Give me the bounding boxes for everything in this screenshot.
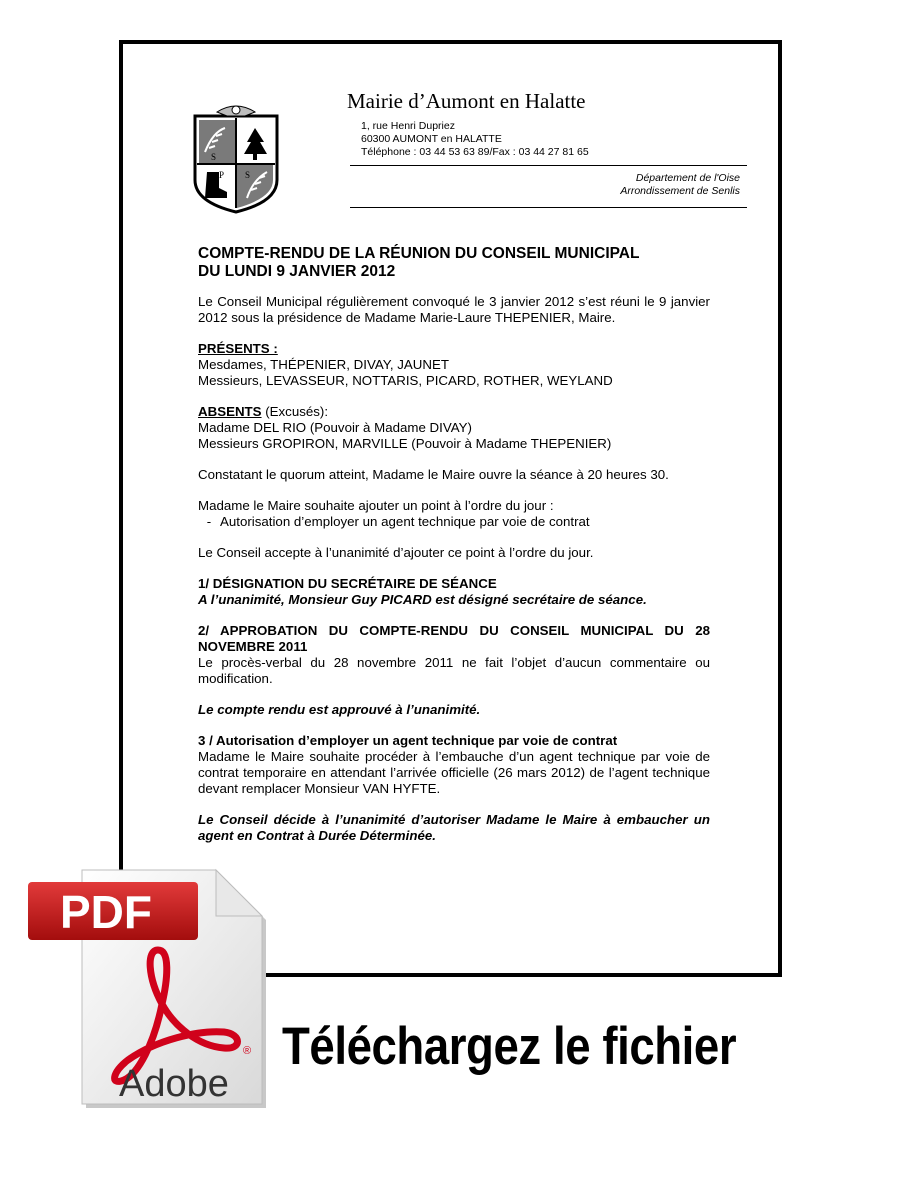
presents-label: PRÉSENTS : xyxy=(198,341,278,356)
addition-text: Madame le Maire souhaite ajouter un point à l’ordre du jour : xyxy=(198,498,554,513)
document-body xyxy=(198,245,710,844)
pdf-download-icon[interactable] xyxy=(28,868,268,1113)
pdf-badge-label: PDF xyxy=(60,886,152,938)
addition-block xyxy=(198,498,710,530)
divider xyxy=(350,207,747,208)
dash-bullet: - xyxy=(206,514,212,529)
download-link[interactable]: Téléchargez le fichier xyxy=(282,1017,737,1076)
section-1 xyxy=(198,576,710,608)
absents-note: (Excusés): xyxy=(261,404,329,419)
adobe-brand: Adobe xyxy=(119,1063,229,1105)
section-3 xyxy=(198,733,710,844)
absents-line: Madame DEL RIO (Pouvoir à Madame DIVAY) xyxy=(198,420,472,435)
mairie-name: Mairie d’Aumont en Halatte xyxy=(347,89,586,113)
section-title: 3 / Autorisation d’employer un agent technique par voie de contrat xyxy=(198,733,618,748)
registered-mark: ® xyxy=(243,1045,252,1057)
presents-block xyxy=(198,341,710,389)
section-title: 1/ DÉSIGNATION DU SECRÉTAIRE DE SÉANCE xyxy=(198,576,497,591)
address-city: 60300 AUMONT en HALATTE xyxy=(361,133,502,145)
section-2 xyxy=(198,623,710,718)
mairie-address xyxy=(361,120,589,159)
coat-of-arms-icon xyxy=(189,102,283,214)
presents-line: Mesdames, THÉPENIER, DIVAY, JAUNET xyxy=(198,357,449,372)
region-info xyxy=(620,172,740,198)
quorum-paragraph: Constatant le quorum atteint, Madame le Maire ouvre la séance à 20 heures 30. xyxy=(198,467,669,482)
addition-item: Autorisation d’employer un agent technique par voie de contrat xyxy=(220,514,590,529)
crest-letter: S xyxy=(245,170,251,180)
crest-letter: P xyxy=(219,170,225,180)
document-page xyxy=(119,40,782,977)
section-decision: A l’unanimité, Monsieur Guy PICARD est désigné secrétaire de séance. xyxy=(198,592,647,607)
section-title: 2/ APPROBATION DU COMPTE-RENDU DU CONSEIL MUNICIPAL DU 28 NOVEMBRE 2011 xyxy=(198,623,710,654)
divider xyxy=(350,165,747,166)
intro-paragraph: Le Conseil Municipal régulièrement convoqué le 3 janvier 2012 s’est réuni le 9 janvier 2012 sous la présidence de Madame Marie-Laure THEPENIER, Maire. xyxy=(198,294,710,325)
crest-letter: G xyxy=(239,126,247,137)
section-text: Le procès-verbal du 28 novembre 2011 ne fait l’objet d’aucun commentaire ou modification. xyxy=(198,655,710,686)
title-line: DU LUNDI 9 JANVIER 2012 xyxy=(198,263,396,280)
section-decision: Le Conseil décide à l’unanimité d’autoriser Madame le Maire à embaucher un agent en Contrat à Durée Déterminée. xyxy=(198,812,710,843)
absents-label: ABSENTS xyxy=(198,404,262,419)
absents-line: Messieurs GROPIRON, MARVILLE (Pouvoir à Madame THEPENIER) xyxy=(198,436,612,451)
address-phone: Téléphone : 03 44 53 63 89/Fax : 03 44 27 81 65 xyxy=(361,146,589,158)
address-street: 1, rue Henri Dupriez xyxy=(361,120,455,132)
departement: Département de l'Oise xyxy=(635,172,740,184)
title-line: COMPTE-RENDU DE LA RÉUNION DU CONSEIL MUNICIPAL xyxy=(198,245,640,262)
report-title xyxy=(198,245,710,281)
arrondissement: Arrondissement de Senlis xyxy=(620,185,740,197)
accept-paragraph: Le Conseil accepte à l’unanimité d’ajouter ce point à l’ordre du jour. xyxy=(198,545,594,560)
absents-block xyxy=(198,404,710,452)
presents-line: Messieurs, LEVASSEUR, NOTTARIS, PICARD, ROTHER, WEYLAND xyxy=(198,373,613,388)
section-text: Madame le Maire souhaite procéder à l’embauche d’un agent technique par voie de contrat temporaire en attendant l’arrivée officielle (26 mars 2012) de l’agent technique devant remplacer Monsieur VAN HYFTE. xyxy=(198,749,710,796)
crest-letter: S xyxy=(211,152,217,162)
section-decision: Le compte rendu est approuvé à l’unanimité. xyxy=(198,702,481,717)
